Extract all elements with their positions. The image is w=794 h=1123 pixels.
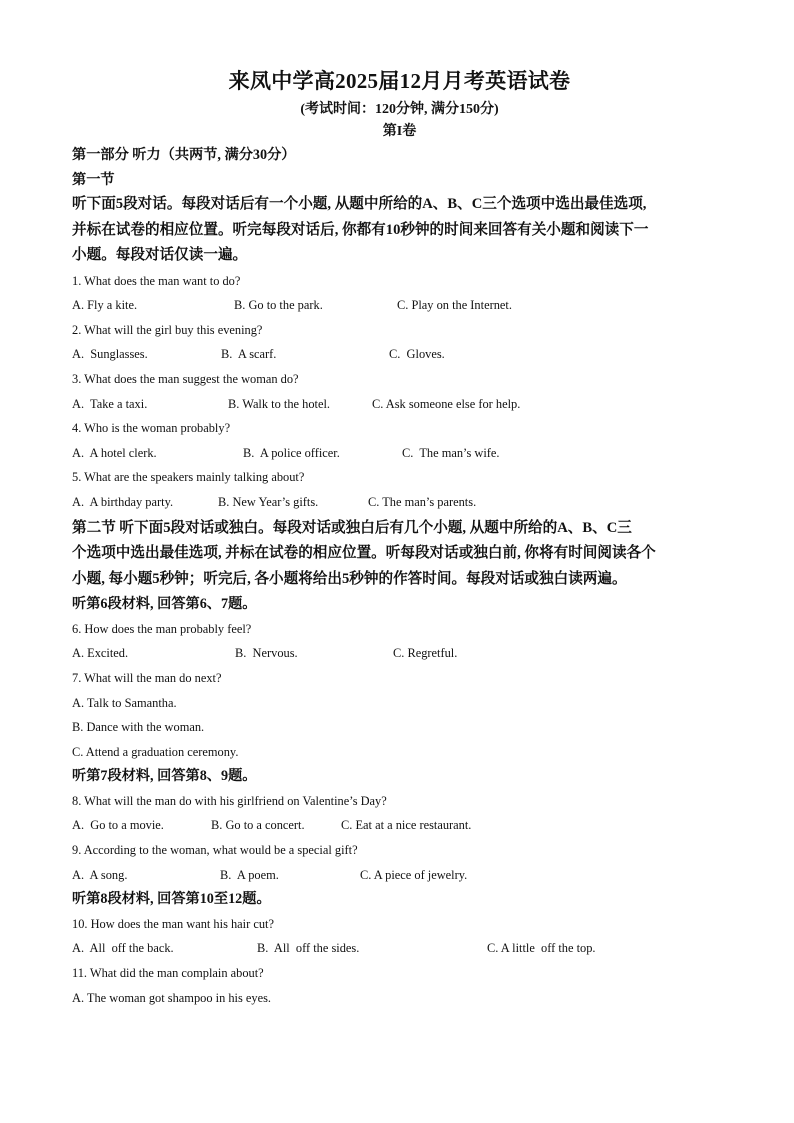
option-b: B. New Year’s gifts. [218,495,319,510]
option-c: C. Eat at a nice restaurant. [341,818,472,833]
options-5 [72,490,727,515]
option-b: B. Walk to the hotel. [228,396,331,411]
options-2 [72,342,727,367]
material-7-heading: 听第7段材料, 回答第8、9题。 [72,768,257,785]
options-9 [72,863,727,888]
option-a: A. Fly a kite. [72,298,138,313]
option-a: A. Go to a movie. [72,818,164,833]
material-6-heading: 听第6段材料, 回答第6、7题。 [72,596,257,613]
options-6 [72,641,727,666]
section2-instructions [72,516,727,593]
instruction-line: 听下面5段对话。每段对话后有一个小题, 从题中所给的A、B、C三个选项中选出最佳选项, [72,196,647,213]
option-c: C. Gloves. [389,347,445,362]
option-b: B. Go to a concert. [211,818,305,833]
option-b: B. Go to the park. [234,298,323,313]
option-a: A. Take a taxi. [72,396,148,411]
option-a: A. Sunglasses. [72,347,148,362]
volume-label: 第I卷 [382,124,417,139]
instruction-line: 第二节 听下面5段对话或独白。每段对话或独白后有几个小题, 从题中所给的A、B、C三 [72,519,632,536]
option-b: B. A scarf. [221,347,277,362]
instruction-line: 小题, 每小题5秒钟；听完后, 各小题将给出5秒钟的作答时间。每段对话或独白读两遍。 [72,570,627,587]
option-a: A. A song. [72,867,128,882]
option-a: A. The woman got shampoo in his eyes. [72,990,272,1005]
option-b: B. Nervous. [235,646,298,661]
option-c: C. A piece of jewelry. [360,867,468,882]
question-8: 8. What will the man do with his girlfriend on Valentine’s Day? [72,793,387,808]
question-4: 4. Who is the woman probably? [72,421,231,436]
question-10: 10. How does the man want his hair cut? [72,916,274,931]
option-b: B. Dance with the woman. [72,720,205,735]
question-2: 2. What will the girl buy this evening? [72,322,263,337]
exam-page [72,66,727,1010]
option-c: C. The man’s wife. [402,445,500,460]
option-c: C. Ask someone else for help. [372,396,521,411]
option-c: C. Play on the Internet. [397,298,512,313]
options-1 [72,293,727,318]
option-b: B. A police officer. [243,445,340,460]
option-b: B. All off the sides. [257,941,360,956]
options-4 [72,441,727,466]
option-c: C. Regretful. [393,646,458,661]
material-8-heading: 听第8段材料, 回答第10至12题。 [72,891,271,908]
option-c: C. Attend a graduation ceremony. [72,744,239,759]
question-1: 1. What does the man want to do? [72,273,241,288]
question-5: 5. What are the speakers mainly talking about? [72,470,305,485]
option-a: A. All off the back. [72,941,174,956]
options-10 [72,936,727,961]
instruction-line: 个选项中选出最佳选项, 并标在试卷的相应位置。听每段对话或独白前, 你将有时间阅读各个 [72,545,656,562]
option-c: C. The man’s parents. [368,495,477,510]
options-8 [72,813,727,838]
section1-heading: 第一节 [72,171,115,188]
exam-subtitle: (考试时间：120分钟, 满分150分) [300,102,499,117]
question-9: 9. According to the woman, what would be a special gift? [72,843,358,858]
options-3 [72,392,727,417]
exam-title: 来凤中学高2025届12月月考英语试卷 [228,69,571,93]
instruction-line: 小题。每段对话仅读一遍。 [72,247,248,264]
section1-instructions [72,192,727,269]
question-11: 11. What did the man complain about? [72,966,264,981]
option-a: A. Talk to Samantha. [72,695,177,710]
option-a: A. Excited. [72,646,129,661]
option-a: A. A birthday party. [72,495,174,510]
option-b: B. A poem. [220,867,279,882]
instruction-line: 并标在试卷的相应位置。听完每段对话后, 你都有10秒钟的时间来回答有关小题和阅读下一 [72,221,649,238]
question-3: 3. What does the man suggest the woman do? [72,372,299,387]
option-c: C. A little off the top. [487,941,596,956]
question-7: 7. What will the man do next? [72,670,222,685]
question-6: 6. How does the man probably feel? [72,621,252,636]
part1-heading: 第一部分 听力（共两节, 满分30分） [72,147,296,163]
option-a: A. A hotel clerk. [72,445,157,460]
